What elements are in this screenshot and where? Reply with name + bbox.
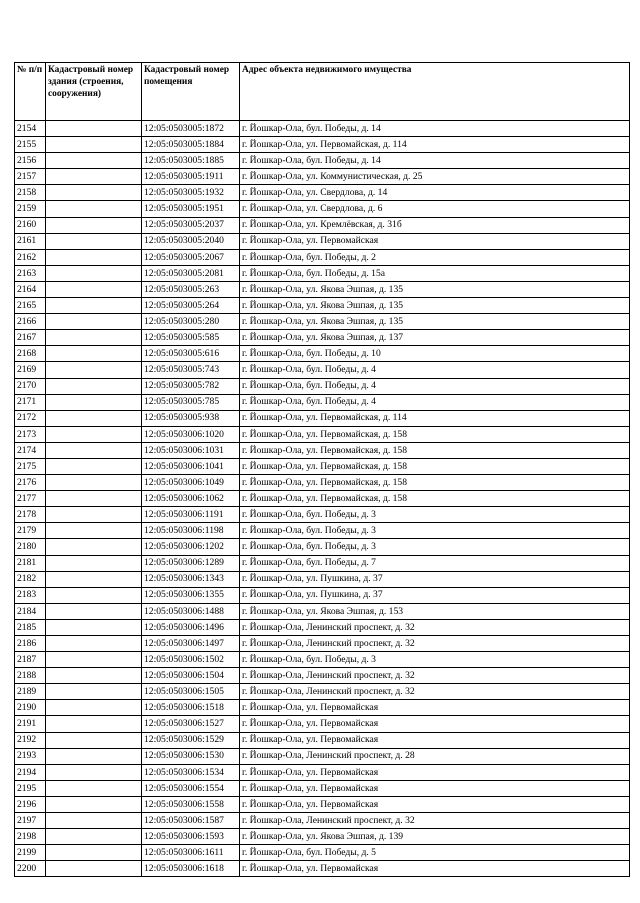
table-row <box>15 121 630 137</box>
building-cadastral-cell <box>46 813 142 829</box>
row-number-cell: 2160 <box>15 217 46 233</box>
table-row <box>15 684 630 700</box>
property-registry-table <box>14 62 630 877</box>
building-cadastral-cell <box>46 539 142 555</box>
address-cell: г. Йошкар-Ола, бул. Победы, д. 14 <box>240 121 630 137</box>
address-cell: г. Йошкар-Ола, ул. Якова Эшпая, д. 137 <box>240 330 630 346</box>
premises-cadastral-cell: 12:05:0503006:1618 <box>142 861 240 877</box>
address-cell: г. Йошкар-Ола, бул. Победы, д. 14 <box>240 153 630 169</box>
premises-cadastral-cell: 12:05:0503006:1020 <box>142 426 240 442</box>
table-row <box>15 796 630 812</box>
premises-cadastral-cell: 12:05:0503006:1191 <box>142 507 240 523</box>
premises-cadastral-cell: 12:05:0503005:782 <box>142 378 240 394</box>
table-row <box>15 748 630 764</box>
premises-cadastral-cell: 12:05:0503006:1530 <box>142 748 240 764</box>
premises-cadastral-cell: 12:05:0503006:1289 <box>142 555 240 571</box>
row-number-cell: 2158 <box>15 185 46 201</box>
table-row <box>15 410 630 426</box>
building-cadastral-cell <box>46 861 142 877</box>
row-number-cell: 2171 <box>15 394 46 410</box>
address-cell: г. Йошкар-Ола, бул. Победы, д. 10 <box>240 346 630 362</box>
premises-cadastral-cell: 12:05:0503005:280 <box>142 314 240 330</box>
table-row <box>15 330 630 346</box>
table-row <box>15 571 630 587</box>
building-cadastral-cell <box>46 684 142 700</box>
premises-cadastral-cell: 12:05:0503006:1529 <box>142 732 240 748</box>
premises-cadastral-cell: 12:05:0503005:743 <box>142 362 240 378</box>
building-cadastral-cell <box>46 845 142 861</box>
premises-cadastral-cell: 12:05:0503006:1198 <box>142 523 240 539</box>
row-number-cell: 2200 <box>15 861 46 877</box>
address-cell: г. Йошкар-Ола, ул. Первомайская <box>240 716 630 732</box>
premises-cadastral-cell: 12:05:0503006:1202 <box>142 539 240 555</box>
address-cell: г. Йошкар-Ола, бул. Победы, д. 7 <box>240 555 630 571</box>
building-cadastral-cell <box>46 748 142 764</box>
building-cadastral-cell <box>46 475 142 491</box>
address-cell: г. Йошкар-Ола, ул. Первомайская <box>240 764 630 780</box>
premises-cadastral-cell: 12:05:0503005:1872 <box>142 121 240 137</box>
row-number-cell: 2191 <box>15 716 46 732</box>
building-cadastral-cell <box>46 298 142 314</box>
building-cadastral-cell <box>46 764 142 780</box>
table-row <box>15 346 630 362</box>
building-cadastral-cell <box>46 426 142 442</box>
building-cadastral-cell <box>46 362 142 378</box>
address-cell: г. Йошкар-Ола, ул. Первомайская <box>240 700 630 716</box>
address-cell: г. Йошкар-Ола, бул. Победы, д. 4 <box>240 378 630 394</box>
building-cadastral-cell <box>46 153 142 169</box>
premises-cadastral-cell: 12:05:0503005:1932 <box>142 185 240 201</box>
row-number-cell: 2195 <box>15 780 46 796</box>
row-number-cell: 2183 <box>15 587 46 603</box>
building-cadastral-cell <box>46 523 142 539</box>
header-property-address: Адрес объекта недвижимого имущества <box>240 63 630 121</box>
table-row <box>15 829 630 845</box>
premises-cadastral-cell: 12:05:0503006:1558 <box>142 796 240 812</box>
row-number-cell: 2187 <box>15 652 46 668</box>
address-cell: г. Йошкар-Ола, ул. Кремлёвская, д. 31б <box>240 217 630 233</box>
table-row <box>15 442 630 458</box>
table-row <box>15 217 630 233</box>
row-number-cell: 2162 <box>15 249 46 265</box>
row-number-cell: 2184 <box>15 603 46 619</box>
table-row <box>15 845 630 861</box>
address-cell: г. Йошкар-Ола, ул. Якова Эшпая, д. 139 <box>240 829 630 845</box>
address-cell: г. Йошкар-Ола, Ленинский проспект, д. 32 <box>240 636 630 652</box>
address-cell: г. Йошкар-Ола, ул. Свердлова, д. 14 <box>240 185 630 201</box>
premises-cadastral-cell: 12:05:0503005:785 <box>142 394 240 410</box>
row-number-cell: 2167 <box>15 330 46 346</box>
building-cadastral-cell <box>46 201 142 217</box>
premises-cadastral-cell: 12:05:0503006:1496 <box>142 619 240 635</box>
table-body <box>15 121 630 877</box>
address-cell: г. Йошкар-Ола, ул. Первомайская <box>240 861 630 877</box>
premises-cadastral-cell: 12:05:0503006:1355 <box>142 587 240 603</box>
row-number-cell: 2163 <box>15 265 46 281</box>
address-cell: г. Йошкар-Ола, бул. Победы, д. 2 <box>240 249 630 265</box>
row-number-cell: 2176 <box>15 475 46 491</box>
table-row <box>15 619 630 635</box>
row-number-cell: 2193 <box>15 748 46 764</box>
address-cell: г. Йошкар-Ола, Ленинский проспект, д. 32 <box>240 684 630 700</box>
building-cadastral-cell <box>46 555 142 571</box>
building-cadastral-cell <box>46 265 142 281</box>
building-cadastral-cell <box>46 137 142 153</box>
row-number-cell: 2190 <box>15 700 46 716</box>
premises-cadastral-cell: 12:05:0503005:263 <box>142 281 240 297</box>
building-cadastral-cell <box>46 442 142 458</box>
table-row <box>15 523 630 539</box>
row-number-cell: 2157 <box>15 169 46 185</box>
premises-cadastral-cell: 12:05:0503005:1911 <box>142 169 240 185</box>
table-row <box>15 668 630 684</box>
row-number-cell: 2164 <box>15 281 46 297</box>
premises-cadastral-cell: 12:05:0503006:1554 <box>142 780 240 796</box>
table-row <box>15 281 630 297</box>
address-cell: г. Йошкар-Ола, бул. Победы, д. 3 <box>240 523 630 539</box>
row-number-cell: 2174 <box>15 442 46 458</box>
address-cell: г. Йошкар-Ола, бул. Победы, д. 3 <box>240 539 630 555</box>
premises-cadastral-cell: 12:05:0503005:264 <box>142 298 240 314</box>
row-number-cell: 2173 <box>15 426 46 442</box>
table-row <box>15 507 630 523</box>
row-number-cell: 2159 <box>15 201 46 217</box>
address-cell: г. Йошкар-Ола, ул. Якова Эшпая, д. 135 <box>240 298 630 314</box>
building-cadastral-cell <box>46 716 142 732</box>
row-number-cell: 2170 <box>15 378 46 394</box>
table-row <box>15 813 630 829</box>
address-cell: г. Йошкар-Ола, ул. Якова Эшпая, д. 135 <box>240 314 630 330</box>
address-cell: г. Йошкар-Ола, Ленинский проспект, д. 32 <box>240 619 630 635</box>
row-number-cell: 2177 <box>15 491 46 507</box>
table-row <box>15 700 630 716</box>
address-cell: г. Йошкар-Ола, ул. Первомайская <box>240 780 630 796</box>
building-cadastral-cell <box>46 458 142 474</box>
table-row <box>15 185 630 201</box>
address-cell: г. Йошкар-Ола, ул. Первомайская, д. 158 <box>240 426 630 442</box>
table-row <box>15 265 630 281</box>
address-cell: г. Йошкар-Ола, ул. Первомайская, д. 114 <box>240 137 630 153</box>
table-row <box>15 491 630 507</box>
table-row <box>15 555 630 571</box>
building-cadastral-cell <box>46 281 142 297</box>
building-cadastral-cell <box>46 378 142 394</box>
building-cadastral-cell <box>46 829 142 845</box>
building-cadastral-cell <box>46 652 142 668</box>
building-cadastral-cell <box>46 185 142 201</box>
row-number-cell: 2182 <box>15 571 46 587</box>
table-row <box>15 458 630 474</box>
premises-cadastral-cell: 12:05:0503006:1502 <box>142 652 240 668</box>
address-cell: г. Йошкар-Ола, бул. Победы, д. 4 <box>240 362 630 378</box>
row-number-cell: 2169 <box>15 362 46 378</box>
row-number-cell: 2198 <box>15 829 46 845</box>
row-number-cell: 2175 <box>15 458 46 474</box>
premises-cadastral-cell: 12:05:0503006:1527 <box>142 716 240 732</box>
address-cell: г. Йошкар-Ола, Ленинский проспект, д. 32 <box>240 813 630 829</box>
address-cell: г. Йошкар-Ола, бул. Победы, д. 4 <box>240 394 630 410</box>
row-number-cell: 2179 <box>15 523 46 539</box>
address-cell: г. Йошкар-Ола, бул. Победы, д. 15а <box>240 265 630 281</box>
building-cadastral-cell <box>46 619 142 635</box>
building-cadastral-cell <box>46 700 142 716</box>
table-row <box>15 764 630 780</box>
table-row <box>15 587 630 603</box>
building-cadastral-cell <box>46 668 142 684</box>
premises-cadastral-cell: 12:05:0503006:1534 <box>142 764 240 780</box>
premises-cadastral-cell: 12:05:0503005:2067 <box>142 249 240 265</box>
building-cadastral-cell <box>46 603 142 619</box>
building-cadastral-cell <box>46 249 142 265</box>
row-number-cell: 2197 <box>15 813 46 829</box>
address-cell: г. Йошкар-Ола, ул. Первомайская <box>240 732 630 748</box>
row-number-cell: 2156 <box>15 153 46 169</box>
premises-cadastral-cell: 12:05:0503006:1593 <box>142 829 240 845</box>
address-cell: г. Йошкар-Ола, бул. Победы, д. 3 <box>240 507 630 523</box>
building-cadastral-cell <box>46 507 142 523</box>
row-number-cell: 2188 <box>15 668 46 684</box>
premises-cadastral-cell: 12:05:0503006:1343 <box>142 571 240 587</box>
address-cell: г. Йошкар-Ола, ул. Первомайская, д. 158 <box>240 458 630 474</box>
row-number-cell: 2180 <box>15 539 46 555</box>
premises-cadastral-cell: 12:05:0503006:1518 <box>142 700 240 716</box>
building-cadastral-cell <box>46 587 142 603</box>
table-row <box>15 201 630 217</box>
table-row <box>15 861 630 877</box>
address-cell: г. Йошкар-Ола, ул. Первомайская, д. 114 <box>240 410 630 426</box>
header-premises-cadastral-number: Кадастровый номер помещения <box>142 63 240 121</box>
address-cell: г. Йошкар-Ола, ул. Якова Эшпая, д. 135 <box>240 281 630 297</box>
table-header-row <box>15 63 630 121</box>
table-row <box>15 298 630 314</box>
address-cell: г. Йошкар-Ола, ул. Пушкина, д. 37 <box>240 571 630 587</box>
table-row <box>15 362 630 378</box>
premises-cadastral-cell: 12:05:0503006:1041 <box>142 458 240 474</box>
premises-cadastral-cell: 12:05:0503005:616 <box>142 346 240 362</box>
premises-cadastral-cell: 12:05:0503005:1884 <box>142 137 240 153</box>
table-row <box>15 314 630 330</box>
premises-cadastral-cell: 12:05:0503005:2081 <box>142 265 240 281</box>
table-row <box>15 716 630 732</box>
address-cell: г. Йошкар-Ола, Ленинский проспект, д. 32 <box>240 668 630 684</box>
row-number-cell: 2196 <box>15 796 46 812</box>
building-cadastral-cell <box>46 217 142 233</box>
table-row <box>15 249 630 265</box>
building-cadastral-cell <box>46 636 142 652</box>
building-cadastral-cell <box>46 410 142 426</box>
premises-cadastral-cell: 12:05:0503005:585 <box>142 330 240 346</box>
table-row <box>15 539 630 555</box>
premises-cadastral-cell: 12:05:0503006:1488 <box>142 603 240 619</box>
row-number-cell: 2189 <box>15 684 46 700</box>
row-number-cell: 2186 <box>15 636 46 652</box>
row-number-cell: 2161 <box>15 233 46 249</box>
premises-cadastral-cell: 12:05:0503006:1611 <box>142 845 240 861</box>
building-cadastral-cell <box>46 346 142 362</box>
building-cadastral-cell <box>46 571 142 587</box>
premises-cadastral-cell: 12:05:0503006:1587 <box>142 813 240 829</box>
table-row <box>15 378 630 394</box>
table-row <box>15 732 630 748</box>
building-cadastral-cell <box>46 491 142 507</box>
building-cadastral-cell <box>46 796 142 812</box>
address-cell: г. Йошкар-Ола, бул. Победы, д. 5 <box>240 845 630 861</box>
address-cell: г. Йошкар-Ола, ул. Якова Эшпая, д. 153 <box>240 603 630 619</box>
building-cadastral-cell <box>46 314 142 330</box>
premises-cadastral-cell: 12:05:0503005:1885 <box>142 153 240 169</box>
address-cell: г. Йошкар-Ола, ул. Первомайская, д. 158 <box>240 475 630 491</box>
premises-cadastral-cell: 12:05:0503005:2040 <box>142 233 240 249</box>
row-number-cell: 2168 <box>15 346 46 362</box>
building-cadastral-cell <box>46 330 142 346</box>
building-cadastral-cell <box>46 233 142 249</box>
building-cadastral-cell <box>46 121 142 137</box>
address-cell: г. Йошкар-Ола, Ленинский проспект, д. 28 <box>240 748 630 764</box>
address-cell: г. Йошкар-Ола, ул. Первомайская, д. 158 <box>240 491 630 507</box>
address-cell: г. Йошкар-Ола, ул. Свердлова, д. 6 <box>240 201 630 217</box>
row-number-cell: 2166 <box>15 314 46 330</box>
premises-cadastral-cell: 12:05:0503006:1049 <box>142 475 240 491</box>
building-cadastral-cell <box>46 780 142 796</box>
header-row-number: № п/п <box>15 63 46 121</box>
row-number-cell: 2199 <box>15 845 46 861</box>
premises-cadastral-cell: 12:05:0503006:1505 <box>142 684 240 700</box>
row-number-cell: 2194 <box>15 764 46 780</box>
table-row <box>15 169 630 185</box>
row-number-cell: 2165 <box>15 298 46 314</box>
building-cadastral-cell <box>46 394 142 410</box>
row-number-cell: 2192 <box>15 732 46 748</box>
table-row <box>15 426 630 442</box>
row-number-cell: 2155 <box>15 137 46 153</box>
address-cell: г. Йошкар-Ола, ул. Коммунистическая, д. 25 <box>240 169 630 185</box>
premises-cadastral-cell: 12:05:0503006:1504 <box>142 668 240 684</box>
row-number-cell: 2181 <box>15 555 46 571</box>
table-row <box>15 780 630 796</box>
row-number-cell: 2172 <box>15 410 46 426</box>
table-row <box>15 137 630 153</box>
row-number-cell: 2185 <box>15 619 46 635</box>
premises-cadastral-cell: 12:05:0503005:938 <box>142 410 240 426</box>
address-cell: г. Йошкар-Ола, ул. Первомайская <box>240 796 630 812</box>
address-cell: г. Йошкар-Ола, бул. Победы, д. 3 <box>240 652 630 668</box>
premises-cadastral-cell: 12:05:0503006:1062 <box>142 491 240 507</box>
header-building-cadastral-number: Кадастровый номер здания (строения, сооружения) <box>46 63 142 121</box>
table-row <box>15 636 630 652</box>
building-cadastral-cell <box>46 169 142 185</box>
table-row <box>15 603 630 619</box>
building-cadastral-cell <box>46 732 142 748</box>
premises-cadastral-cell: 12:05:0503005:1951 <box>142 201 240 217</box>
premises-cadastral-cell: 12:05:0503006:1497 <box>142 636 240 652</box>
address-cell: г. Йошкар-Ола, ул. Пушкина, д. 37 <box>240 587 630 603</box>
table-row <box>15 652 630 668</box>
premises-cadastral-cell: 12:05:0503005:2037 <box>142 217 240 233</box>
table-row <box>15 394 630 410</box>
table-row <box>15 475 630 491</box>
row-number-cell: 2154 <box>15 121 46 137</box>
premises-cadastral-cell: 12:05:0503006:1031 <box>142 442 240 458</box>
address-cell: г. Йошкар-Ола, ул. Первомайская, д. 158 <box>240 442 630 458</box>
table-row <box>15 233 630 249</box>
table-row <box>15 153 630 169</box>
address-cell: г. Йошкар-Ола, ул. Первомайская <box>240 233 630 249</box>
row-number-cell: 2178 <box>15 507 46 523</box>
